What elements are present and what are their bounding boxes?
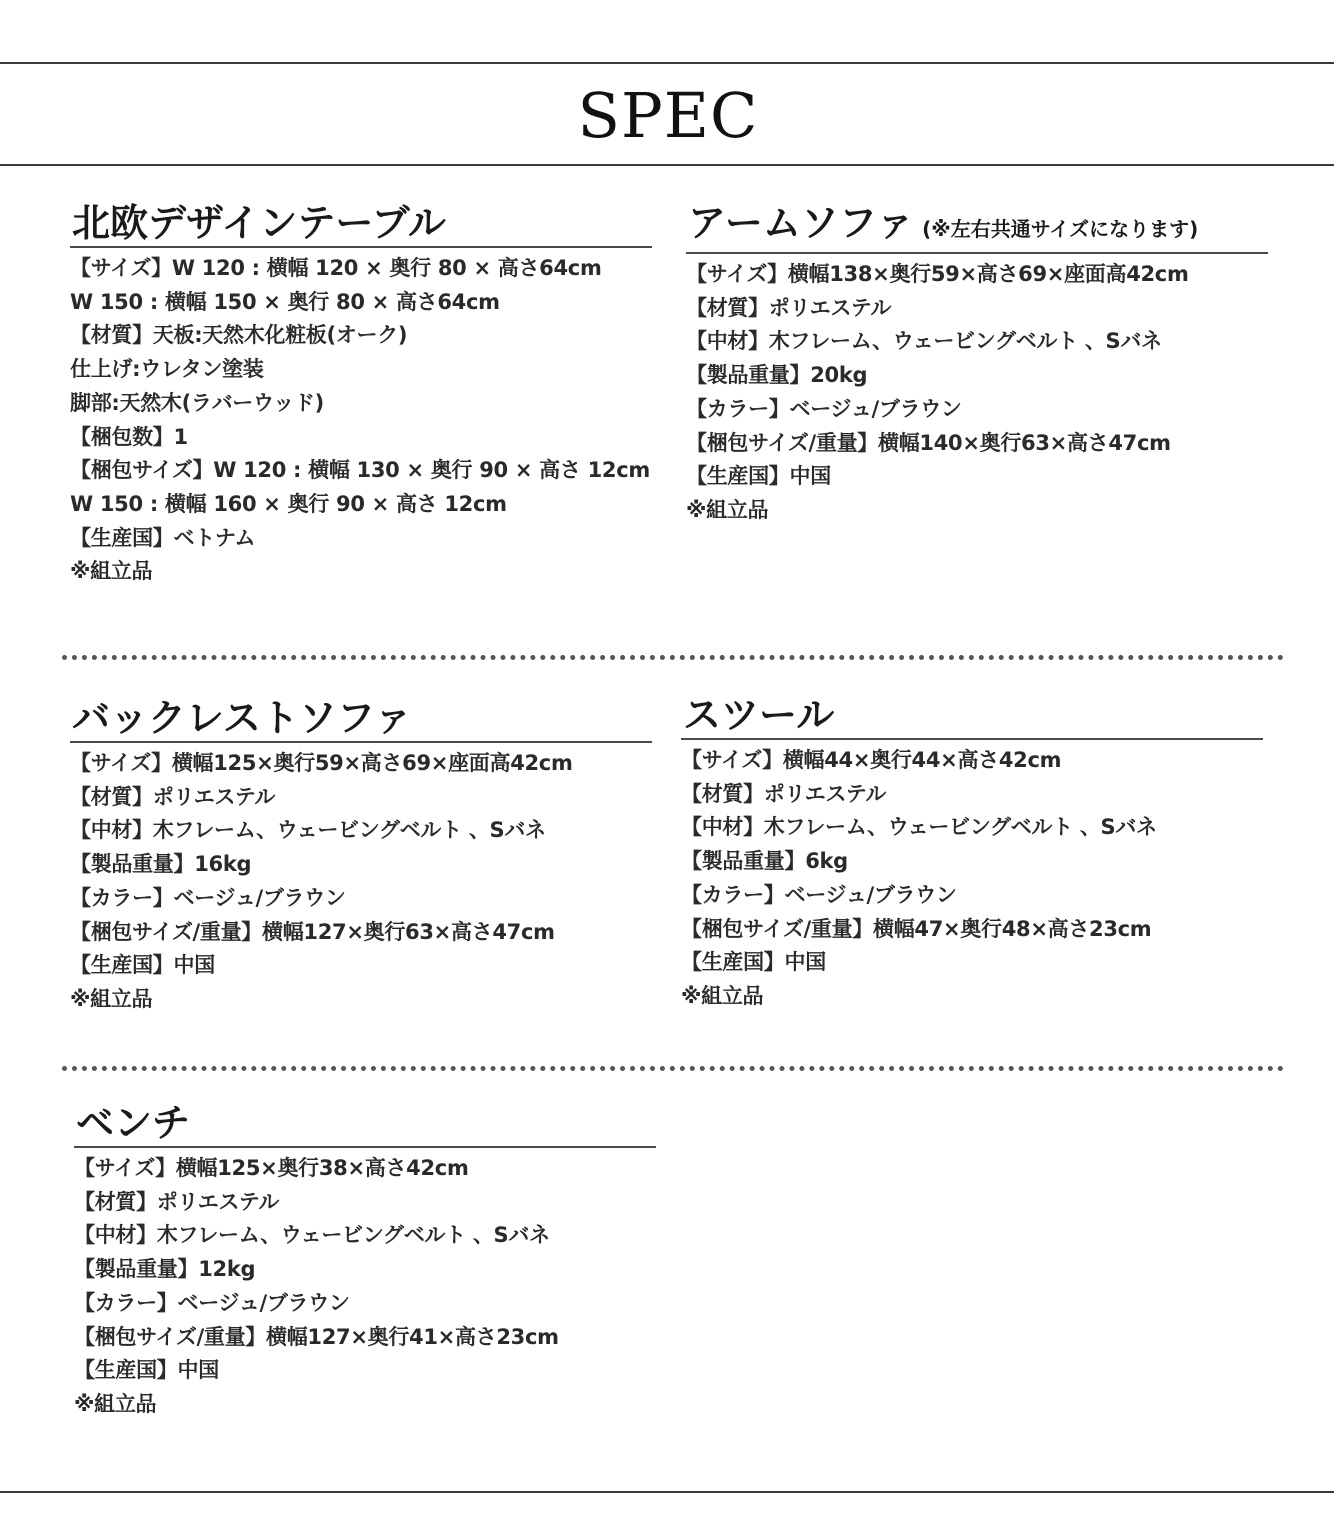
- bottom-rule: [0, 1491, 1334, 1493]
- bench-spec-lines: [74, 1152, 656, 1422]
- spec-line: 【生産国】ベトナム: [70, 525, 256, 550]
- stool-spec-lines: [681, 744, 1263, 1014]
- spec-line: 【材質】天板:天然木化粧板(オーク): [70, 323, 408, 348]
- spec-line: 【材質】ポリエステル: [686, 295, 892, 320]
- spec-line: 【製品重量】6kg: [681, 849, 848, 874]
- spec-line: 【カラー】ベージュ/ブラウン: [681, 882, 957, 907]
- spec-line: 【中材】木フレーム、ウェービングベルト 、Sバネ: [686, 329, 1162, 354]
- spec-line: 【製品重量】16kg: [70, 852, 252, 877]
- arm-sofa-heading: [686, 200, 1268, 254]
- arm-sofa-note: (※左右共通サイズになります): [922, 217, 1199, 241]
- table-spec-lines: [70, 252, 652, 589]
- spec-line: 【サイズ】横幅44×奥行44×高さ42cm: [681, 748, 1062, 772]
- spec-line: 【材質】ポリエステル: [70, 784, 276, 809]
- spec-line: 【梱包サイズ/重量】横幅140×奥行63×高さ47cm: [686, 430, 1171, 455]
- spec-line: ※組立品: [74, 1391, 157, 1416]
- backrest-sofa-spec: [70, 695, 652, 1017]
- page-title: SPEC: [577, 79, 759, 152]
- arm-sofa-spec: [686, 200, 1268, 528]
- spec-line: ※組立品: [686, 497, 769, 522]
- spec-line: 【生産国】中国: [70, 953, 215, 978]
- spec-line: 【材質】ポリエステル: [681, 781, 887, 806]
- table-spec: [70, 200, 652, 589]
- backrest-sofa-heading: バックレストソファ: [70, 695, 652, 743]
- spec-line: 【梱包サイズ/重量】横幅47×奥行48×高さ23cm: [681, 916, 1152, 941]
- backrest-sofa-spec-lines: [70, 747, 652, 1017]
- top-rule: [0, 62, 1334, 64]
- spec-line: 【カラー】ベージュ/ブラウン: [70, 885, 346, 910]
- spec-line: 【生産国】中国: [681, 950, 826, 975]
- spec-line: 【中材】木フレーム、ウェービングベルト 、Sバネ: [70, 818, 546, 843]
- spec-line: 【サイズ】横幅125×奥行38×高さ42cm: [74, 1156, 469, 1180]
- spec-line: 【中材】木フレーム、ウェービングベルト 、Sバネ: [681, 815, 1157, 840]
- spec-line: W 150 : 横幅 150 × 奥行 80 × 高さ64cm: [70, 289, 500, 314]
- spec-line: 【梱包数】1: [70, 424, 188, 449]
- spec-line: 【梱包サイズ/重量】横幅127×奥行41×高さ23cm: [74, 1324, 559, 1349]
- spec-line: ※組立品: [681, 983, 764, 1008]
- spec-line: 【生産国】中国: [686, 464, 831, 489]
- arm-sofa-spec-lines: [686, 258, 1268, 528]
- spec-line: 【材質】ポリエステル: [74, 1189, 280, 1214]
- spec-line: ※組立品: [70, 986, 153, 1011]
- title-rule: [0, 164, 1334, 166]
- spec-line: 【梱包サイズ/重量】横幅127×奥行63×高さ47cm: [70, 919, 555, 944]
- bench-spec: [74, 1100, 656, 1422]
- spec-line: ※組立品: [70, 559, 153, 584]
- spec-line: 【カラー】ベージュ/ブラウン: [74, 1290, 350, 1315]
- section-divider: [62, 655, 1284, 660]
- spec-line: 【生産国】中国: [74, 1358, 219, 1383]
- spec-line: 【サイズ】横幅125×奥行59×高さ69×座面高42cm: [70, 751, 573, 775]
- spec-line: 【サイズ】横幅138×奥行59×高さ69×座面高42cm: [686, 262, 1189, 286]
- table-heading: 北欧デザインテーブル: [70, 200, 652, 248]
- section-divider: [62, 1066, 1284, 1071]
- stool-spec: [681, 692, 1263, 1014]
- spec-line: 【カラー】ベージュ/ブラウン: [686, 396, 962, 421]
- stool-heading: スツール: [681, 692, 1263, 740]
- spec-line: 【中材】木フレーム、ウェービングベルト 、Sバネ: [74, 1223, 550, 1248]
- spec-line: W 150 : 横幅 160 × 奥行 90 × 高さ 12cm: [70, 491, 507, 516]
- bench-heading: ベンチ: [74, 1100, 656, 1148]
- spec-line: 【製品重量】12kg: [74, 1257, 256, 1282]
- spec-line: 脚部:天然木(ラバーウッド): [70, 390, 324, 415]
- spec-line: 【製品重量】20kg: [686, 363, 868, 388]
- arm-sofa-title: アームソファ: [688, 201, 915, 245]
- spec-line: 仕上げ:ウレタン塗装: [70, 357, 264, 382]
- spec-line: 【梱包サイズ】W 120 : 横幅 130 × 奥行 90 × 高さ 12cm: [70, 458, 650, 483]
- spec-line: 【サイズ】W 120 : 横幅 120 × 奥行 80 × 高さ64cm: [70, 256, 602, 280]
